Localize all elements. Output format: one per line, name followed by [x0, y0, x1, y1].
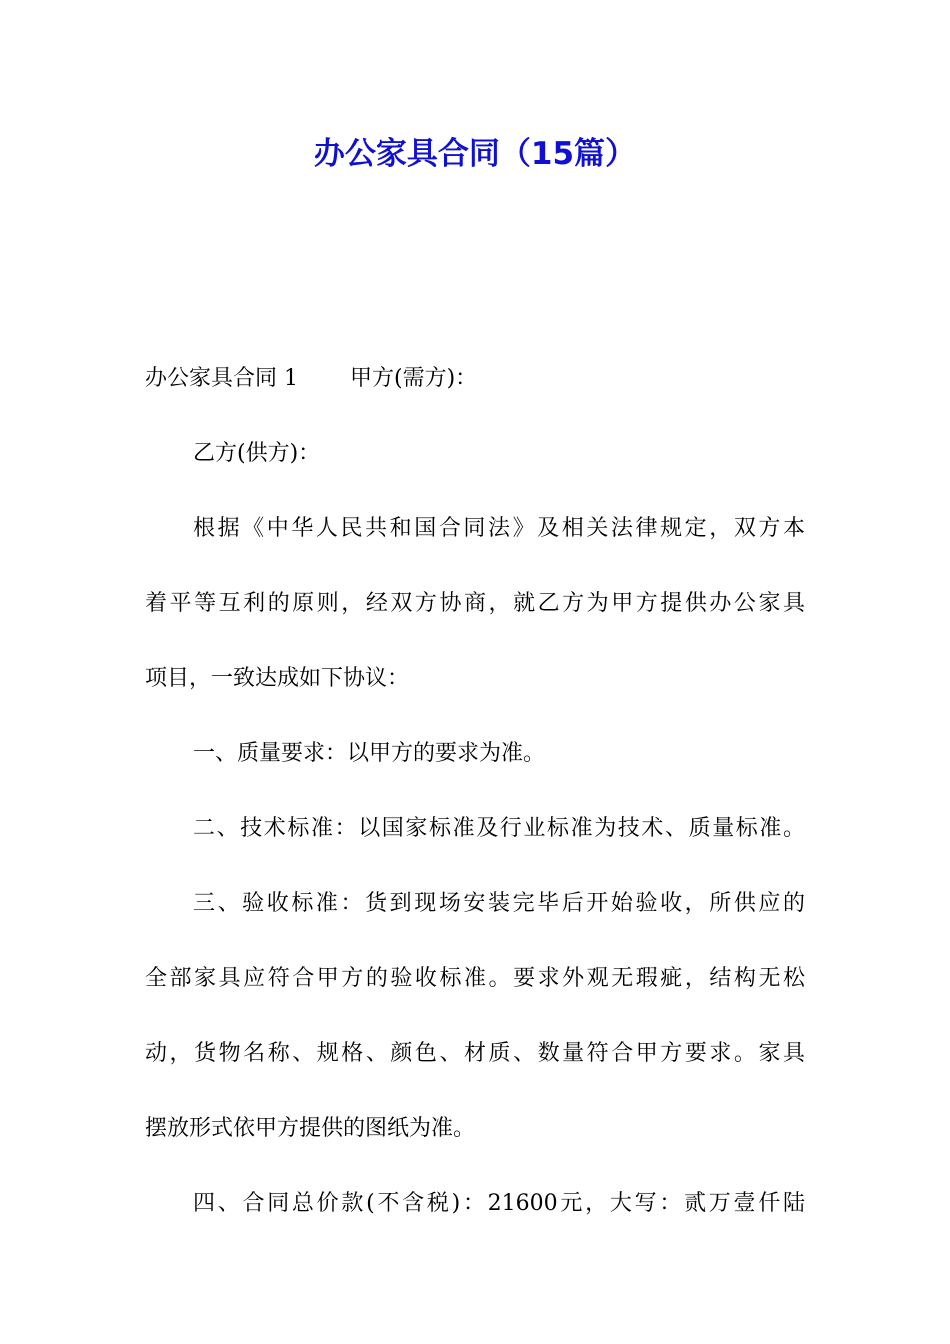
contract-number: 办公家具合同 1 [145, 366, 298, 391]
document-body [145, 341, 805, 1241]
clause-technical-standard: 二、技术标准：以国家标准及行业标准为技术、质量标准。 [193, 816, 805, 841]
clause-acceptance: 三、验收标准：货到现场安装完毕后开始验收，所供应的 [193, 891, 805, 916]
party-a-label: 甲方(需方)： [350, 366, 478, 391]
paragraph-line: 摆放形式依甲方提供的图纸为准。 [145, 1116, 476, 1141]
paragraph-line: 动，货物名称、规格、颜色、材质、数量符合甲方要求。家具 [145, 1041, 805, 1066]
contract-heading-line [145, 341, 805, 416]
clause-total-price: 四、合同总价款(不含税)：21600元，大写：贰万壹仟陆 [193, 1191, 805, 1216]
paragraph-line: 全部家具应符合甲方的验收标准。要求外观无瑕疵，结构无松 [145, 966, 805, 991]
paragraph-line: 项目，一致达成如下协议： [145, 666, 410, 691]
clause-quality: 一、质量要求：以甲方的要求为准。 [193, 741, 546, 766]
paragraph-line: 着平等互利的原则，经双方协商，就乙方为甲方提供办公家具 [145, 591, 805, 616]
party-b-label: 乙方(供方)： [193, 441, 321, 466]
document-title: 办公家具合同（15篇） [313, 136, 637, 172]
paragraph-line: 根据《中华人民共和国合同法》及相关法律规定，双方本 [193, 516, 805, 541]
